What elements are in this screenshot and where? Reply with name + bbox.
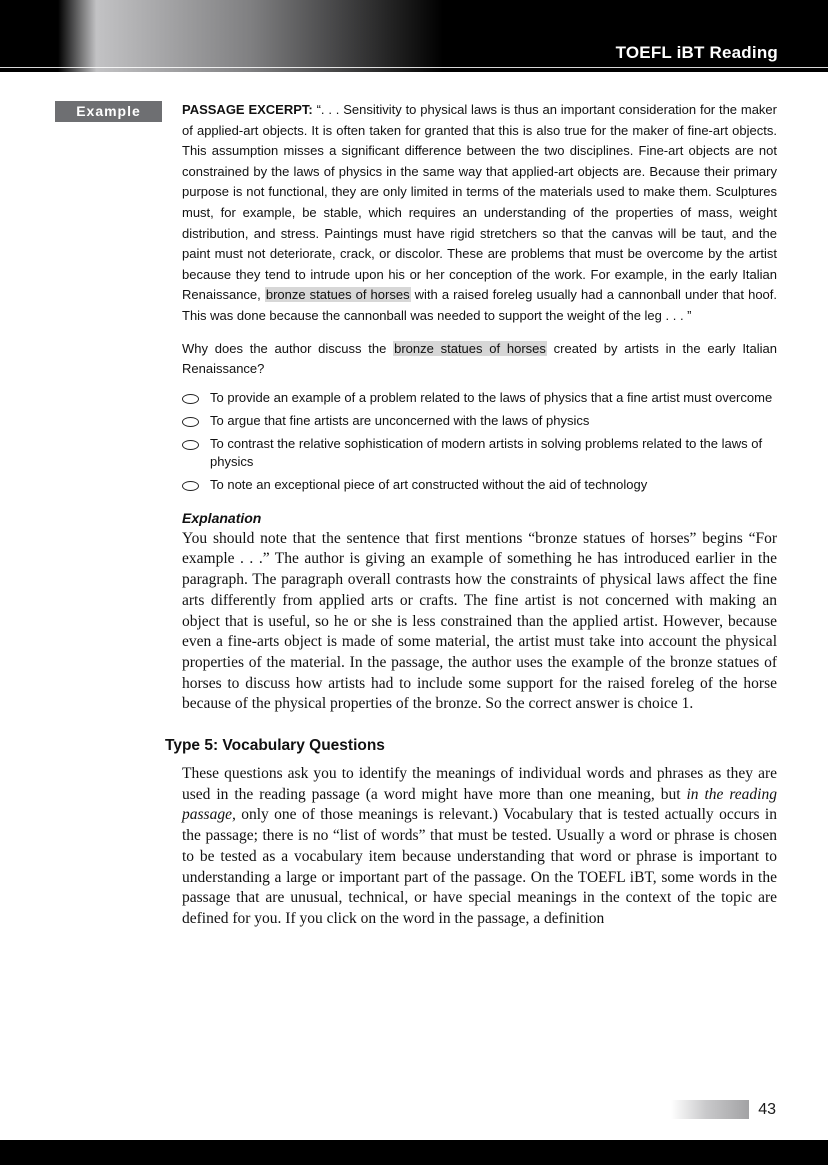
question-highlight: bronze statues of horses [394,340,546,356]
page-number: 43 [758,1100,776,1118]
answer-option [182,435,777,471]
answer-options [182,389,777,494]
question-text [182,339,777,380]
section-paragraph-italic: in the reading passage, [182,785,777,824]
answer-option [182,389,777,407]
answer-oval-icon [182,394,199,404]
answer-option-label: To contrast the relative sophistication of modern artists in solving problems related to the laws of physics [210,435,763,469]
section-paragraph-before: These questions ask you to identify the meanings of individual words and phrases as they are used in the reading passage (a word might have more than one meaning, but [182,765,777,803]
answer-oval-icon [182,440,199,450]
answer-option [182,412,777,430]
answer-oval-icon [182,481,199,491]
passage-highlight: bronze statues of horses [265,287,410,303]
question-text-after: created by artists in the early Italian Renaissance? [182,340,778,377]
explanation-body: You should note that the sentence that first mentions “bronze statues of horses” begins “For example . . .” The author is giving an example of something he has introduced earlier in the paragraph. The paragraph overall contrasts how the constraints of physical laws affect the fine arts differently from applied arts or crafts. The fine artist is not concerned with making an object that is useful, so he or she is less constrained than the applied artist. However, because even a fine-arts object is made of some material, the artist must take into account the physical properties of the material. In the passage, the author uses the example of the bronze statues of horses to discuss how artists had to include some support for the raised foreleg of the horse because of the physical properties of the bronze. So the correct answer is choice 1. [182,529,777,713]
passage-text-before: “. . . Sensitivity to physical laws is thus an important consideration for the maker of applied-art objects. It is often taken for granted that this is also true for the maker of fine-art objects. This assumption misses a significant difference between the two disciplines. Fine-art objects are not constrained by the laws of physics in the same way that applied-art objects are. Because their primary purpose is not functional, they are only limited in terms of the materials used to make them. Sculptures must, for example, be stable, which requires an understanding of the properties of mass, weight distribution, and stress. Paintings must have rigid stretchers so that the canvas will be taut, and the paint must not deteriorate, crack, or discolor. These are problems that must be overcome by the artist because they tend to intrude upon his or her conception of the work. For example, in the early Italian Renaissance, [182,102,777,303]
answer-option-label: To provide an example of a problem related to the laws of physics that a fine artist must overcome [210,389,773,405]
header-band [0,0,828,72]
header-gradient [58,0,443,72]
page-number-row [671,1100,776,1119]
answer-option [182,476,777,494]
section-paragraph-after: only one of those meanings is relevant.) Vocabulary that is tested actually occurs in the passage; there is no “list of words” that must be tested. Usually a word or phrase is chosen to be tested as a vocabulary item because understanding that word or phrase is important to understanding a large or important part of the passage. On the TOEFL iBT, some words in the passage that are unusual, technical, or have special meanings in the context of the topic are defined for you. If you click on the word in the passage, a definition [182,806,777,927]
page-header-title: TOEFL iBT Reading [615,43,778,62]
question-text-before: Why does the author discuss the [182,340,394,356]
passage-text-after: with a raised foreleg usually had a cannonball under that hoof. This was done because the cannonball was needed to support the weight of the leg . . . ” [182,287,777,323]
passage-excerpt [182,100,777,327]
passage-excerpt-lead: PASSAGE EXCERPT: [182,102,313,117]
section-paragraph [182,764,777,930]
section-heading-type5: Type 5: Vocabulary Questions [165,737,385,755]
answer-oval-icon [182,417,199,427]
footer-band [0,1140,828,1165]
answer-option-label: To argue that fine artists are unconcerned with the laws of physics [210,412,590,428]
header-rule [0,67,828,68]
answer-option-label: To note an exceptional piece of art constructed without the aid of technology [210,476,648,492]
page-number-gradient-bar [671,1100,749,1119]
example-label: Example [55,101,162,122]
explanation-heading: Explanation [182,509,262,526]
main-content [165,100,778,930]
